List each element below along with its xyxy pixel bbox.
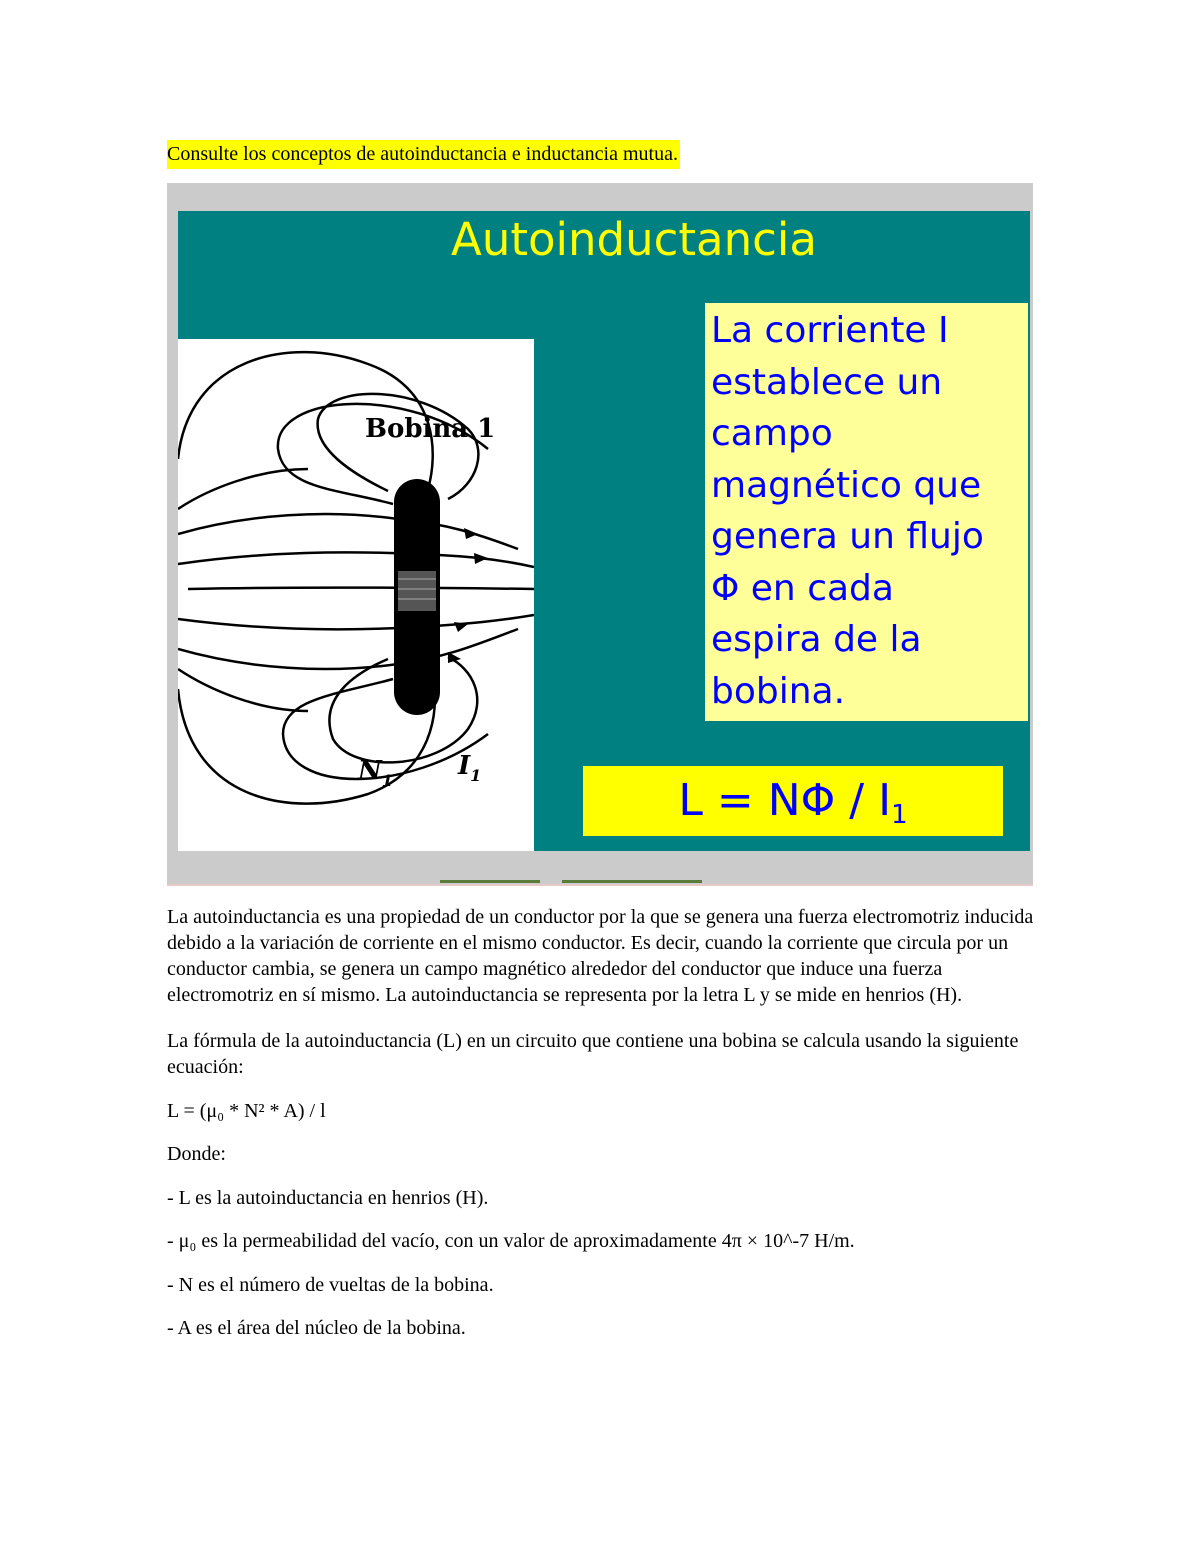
field-line — [188, 588, 534, 590]
explanation-line: magnético que — [711, 464, 982, 506]
current-symbol: I — [458, 751, 471, 781]
slide-explanation-box — [705, 303, 1028, 721]
explanation-line: genera un flujo — [711, 516, 984, 557]
slide-edge-mark — [562, 880, 702, 883]
current-label — [457, 751, 481, 785]
field-line — [178, 629, 518, 669]
coil-windings — [398, 571, 436, 611]
formula-subscript: 1 — [891, 800, 908, 830]
turns-subscript: 1 — [381, 771, 393, 790]
formula-main: L = NΦ / I — [678, 775, 892, 826]
slide-divider — [167, 884, 1033, 886]
explanation-line: La corriente I — [711, 310, 949, 351]
turns-label — [357, 756, 393, 790]
arrow-head — [464, 528, 478, 539]
explanation-line: establece un — [711, 361, 943, 403]
list-item: - μ₀ es la permeabilidad del vacío, con un valor de aproximadamente 4π × 10^-7 H/m. — [167, 1230, 855, 1252]
field-line — [178, 669, 308, 711]
slide-formula-box — [583, 766, 1003, 836]
explanation-line: bobina. — [711, 670, 846, 712]
coil-label: Bobina 1 — [365, 414, 496, 444]
paragraph-formula-intro: La fórmula de la autoinductancia (L) en un circuito que contiene una bobina se calcula usando la siguiente ecuación: — [167, 1030, 1019, 1078]
document-body — [167, 904, 1047, 1359]
explanation-line: campo — [711, 413, 833, 454]
turns-symbol: N — [358, 756, 382, 786]
paragraph-where: Donde: — [167, 1143, 226, 1165]
current-subscript: 1 — [470, 766, 482, 785]
paragraph-definition: La autoinductancia es una propiedad de un conductor por la que se genera una fuerza electromotriz inducida debido a la variación de corriente en el mismo conductor. Es decir, cuando la corriente que circula por un conductor cambia, se genera un campo magnético alrededor del conductor que induce una fuerza electromotriz en sí mismo. La autoinductancia se representa por la letra L y se mide en henrios (H). — [167, 906, 1034, 1006]
explanation-line: espira de la — [711, 619, 922, 660]
field-line — [178, 469, 308, 509]
field-line — [178, 615, 534, 629]
field-lines-illustration — [178, 339, 534, 851]
arrow-head — [474, 553, 488, 564]
slide-edge-mark — [440, 880, 540, 883]
list-item: - L es la autoinductancia en henrios (H). — [167, 1186, 489, 1209]
coil-diagram — [178, 339, 534, 851]
equation: L = (μ₀ * N² * A) / l — [167, 1099, 326, 1122]
field-line — [318, 394, 479, 499]
explanation-line: Φ en cada — [711, 567, 894, 609]
slide-image — [178, 211, 1030, 851]
slide-title: Autoinductancia — [451, 213, 817, 266]
list-item: - N es el número de vueltas de la bobina. — [167, 1273, 494, 1296]
list-item: - A es el área del núcleo de la bobina. — [167, 1317, 466, 1339]
heading-highlighted: Consulte los conceptos de autoinductancia e inductancia mutua. — [167, 140, 680, 169]
